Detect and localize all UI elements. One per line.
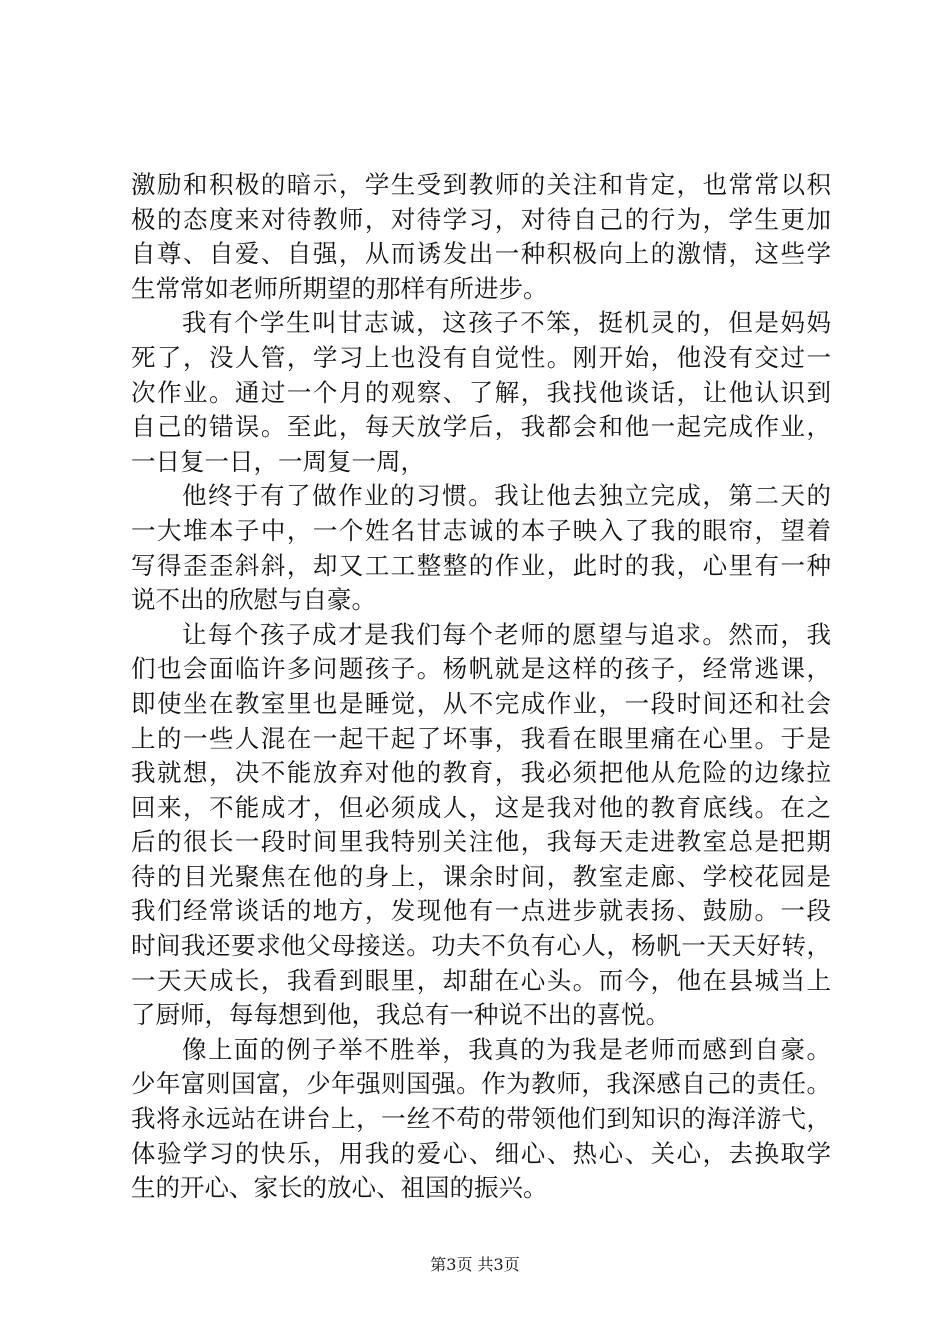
text-line: 我将永远站在讲台上，一丝不苟的带领他们到知识的海洋游弋， <box>131 1104 831 1134</box>
text-line: 一天天成长，我看到眼里，却甜在心头。而今，他在县城当上 <box>131 965 831 995</box>
text-line: 即使坐在教室里也是睡觉，从不完成作业，一段时间还和社会 <box>131 688 831 718</box>
text-line: 死了，没人管，学习上也没有自觉性。刚开始，他没有交过一 <box>131 342 831 372</box>
text-line: 们也会面临许多问题孩子。杨帆就是这样的孩子，经常逃课， <box>131 654 831 684</box>
text-line: 他终于有了做作业的习惯。我让他去独立完成，第二天的 <box>182 481 831 511</box>
text-line: 自尊、自爱、自强，从而诱发出一种积极向上的激情，这些学 <box>131 239 831 269</box>
body-text <box>131 168 831 1206</box>
text-line: 体验学习的快乐，用我的爱心、细心、热心、关心，去换取学 <box>131 1138 831 1168</box>
text-line: 生的开心、家长的放心、祖国的振兴。 <box>131 1173 548 1203</box>
text-line: 说不出的欣慰与自豪。 <box>131 585 376 615</box>
text-line: 写得歪歪斜斜，却又工工整整的作业，此时的我，心里有一种 <box>131 550 831 580</box>
text-line: 我就想，决不能放弃对他的教育，我必须把他从危险的边缘拉 <box>131 758 831 788</box>
text-line: 了厨师，每每想到他，我总有一种说不出的喜悦。 <box>131 1000 670 1030</box>
text-line: 少年富则国富，少年强则国强。作为教师，我深感自己的责任。 <box>131 1069 831 1099</box>
text-line: 像上面的例子举不胜举，我真的为我是老师而感到自豪。 <box>182 1034 831 1064</box>
text-line: 一大堆本子中，一个姓名甘志诚的本子映入了我的眼帘，望着 <box>131 515 831 545</box>
text-line: 生常常如老师所期望的那样有所进步。 <box>131 273 548 303</box>
text-line: 我有个学生叫甘志诚，这孩子不笨，挺机灵的，但是妈妈 <box>182 308 831 338</box>
text-line: 次作业。通过一个月的观察、了解，我找他谈话，让他认识到 <box>131 377 831 407</box>
text-line: 回来，不能成才，但必须成人，这是我对他的教育底线。在之 <box>131 792 831 822</box>
text-line: 后的很长一段时间里我特别关注他，我每天走进教室总是把期 <box>131 827 831 857</box>
text-line: 让每个孩子成才是我们每个老师的愿望与追求。然而，我 <box>182 619 831 649</box>
page-footer: 第3页 共3页 <box>430 1255 520 1274</box>
text-line: 激励和积极的暗示，学生受到教师的关注和肯定，也常常以积 <box>131 170 831 199</box>
text-line: 上的一些人混在一起干起了坏事，我看在眼里痛在心里。于是 <box>131 723 831 753</box>
text-line: 时间我还要求他父母接送。功夫不负有心人，杨帆一天天好转， <box>131 931 831 961</box>
text-line: 我们经常谈话的地方，发现他有一点进步就表扬、鼓励。一段 <box>131 896 831 926</box>
text-line: 一日复一日，一周复一周， <box>131 446 425 476</box>
text-line: 待的目光聚焦在他的身上，课余时间，教室走廊、学校花园是 <box>131 861 831 891</box>
text-line: 极的态度来对待教师，对待学习，对待自己的行为，学生更加 <box>131 204 831 234</box>
text-line: 自己的错误。至此，每天放学后，我都会和他一起完成作业， <box>131 412 831 442</box>
